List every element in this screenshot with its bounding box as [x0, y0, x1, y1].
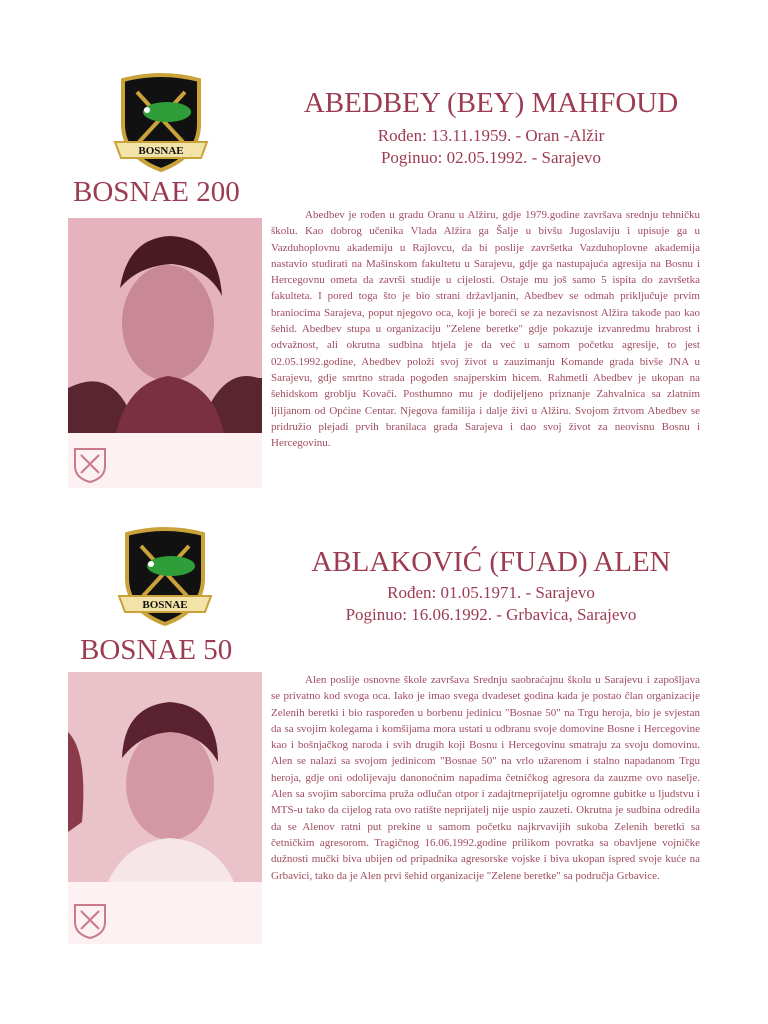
emblem-label: BOSNAE — [142, 599, 188, 611]
death-info: Poginuo: 16.06.1992. - Grbavica, Sarajevo — [345, 605, 637, 624]
stamp-emblem-icon — [72, 446, 108, 484]
portrait-photo — [68, 672, 262, 944]
person-name: ABLAKOVIĆ (FUAD) ALEN — [311, 546, 671, 578]
birth-info: Rođen: 13.11.1959. - Oran -Alžir — [377, 126, 605, 145]
emblem-label: BOSNAE — [138, 145, 184, 157]
portrait-photo — [68, 218, 262, 488]
biography-text: Alen poslije osnovne škole završava Srednju saobraćajnu školu u Sarajevu i zapošljava se privatno kod svoga oca. Iako je imao svega dvadeset godina kada je postao član organizacije Zelenih beretki i bio raspoređen u borbenu jedinicu "Bosnae 50" na Trgu heroja, bio je svjestan da sa svojim kolegama i komšijama mora ustati u odbranu svoje domovine Bosne i Hercegovine kao i bošnjačkog naroda i svih drugih koji Bosnu i Hercegovinu smatraju za svoju domovinu. Alen se nalazi sa svojom jedinicom "Bosnae 50" na vrlo užarenom i stalno napadanom Trgu heroja, gdje oni odolijevaju danonoćnim napadima četničkog agresora da zauzme ovo naselje. Alen sa svojim saborcima pruža odlučan otpor i zadajtrneprijatelju ogromne gubitke u ljudstvu i MTS-u tako da cijelog rata ovo ratište neprijatelj nije uspio zauzeti. Okrutna je sudbina odredila da se Alenov ratni put prekine u samom početku najkrvavijih sukoba Zelenih beretki sa četničkim agresorom. Tragičnog 16.06.1992.godine prilikom povratka sa obavljene vojničke dužnosti mučki biva ubijen od pripadnika agresorske vojske i biva ukopan ispred svoje kuće na Grbavici, tako da je Alen prvi šehid organizacije "Zelene beretke" sa područja Grbavice. — [271, 674, 700, 882]
biography — [271, 672, 700, 884]
bosnae-emblem-icon — [117, 526, 213, 630]
biography — [271, 207, 700, 451]
unit-title: BOSNAE 200 — [73, 176, 240, 208]
death-info: Poginuo: 02.05.1992. - Sarajevo — [380, 148, 602, 167]
birth-info: Rođen: 01.05.1971. - Sarajevo — [387, 583, 595, 602]
stamp-emblem-icon — [72, 902, 108, 940]
biography-text: Abedbev je rođen u gradu Oranu u Alžiru, gdje 1979.godine završava srednju tehničku školu. Kao dobrog učenika Vlada Alžira ga Šalje u bivšu Jugoslaviju i upisuje ga u Vazduhoplovnu akademiju u Rajlovcu, da bi poslije završetka Vazduhoplovne akademija nastavio studirati na Mašinskom fakultetu u Sarajevu, gdje ga nastupajuća agresija na Bosnu i Hercegovnu ometa da završi studije u cijelosti. Ostaje mu još samo 5 ispita do završetka fakulteta. I pored toga što je bio strani državljanin, Abedbev se odmah priključuje prvim braniocima Sarajeva, poput njegovo oca, koji je boreći se za nezavisnost Alžira takođe pao kao šehid. Abedbev stupa u organizaciju "Zelene beretke" gdje pokazuje izvanredmu hrabrost i odvažnost, ali okrutna sudbina htjela je da već u samom početku agresije, to jest 02.05.1992.godine, Abedbev položi svoj život u zauzimanju Komande grada bivše JNA u Sarajevu, gdje smrtno strada pogođen snajperskim hicem. Rahmetli Abedbev je ukopan na šehidskom groblju Kovači. Posthumno mu je dodijeljeno priznanje Zahvalnica sa zlatnim ljiljanom od Općine Centar. Njegova familija i dalje živi u Alžiru. Svojom žrtvom Abedbev se pridružio plejadi prvih branilaca grada Sarajeva i dao svoj život za neovisnu Bosnu i Hercegovinu. — [271, 209, 700, 450]
unit-title: BOSNAE 50 — [80, 634, 233, 666]
person-name: ABEDBEY (BEY) MAHFOUD — [303, 87, 679, 119]
bosnae-emblem-icon — [113, 72, 209, 176]
